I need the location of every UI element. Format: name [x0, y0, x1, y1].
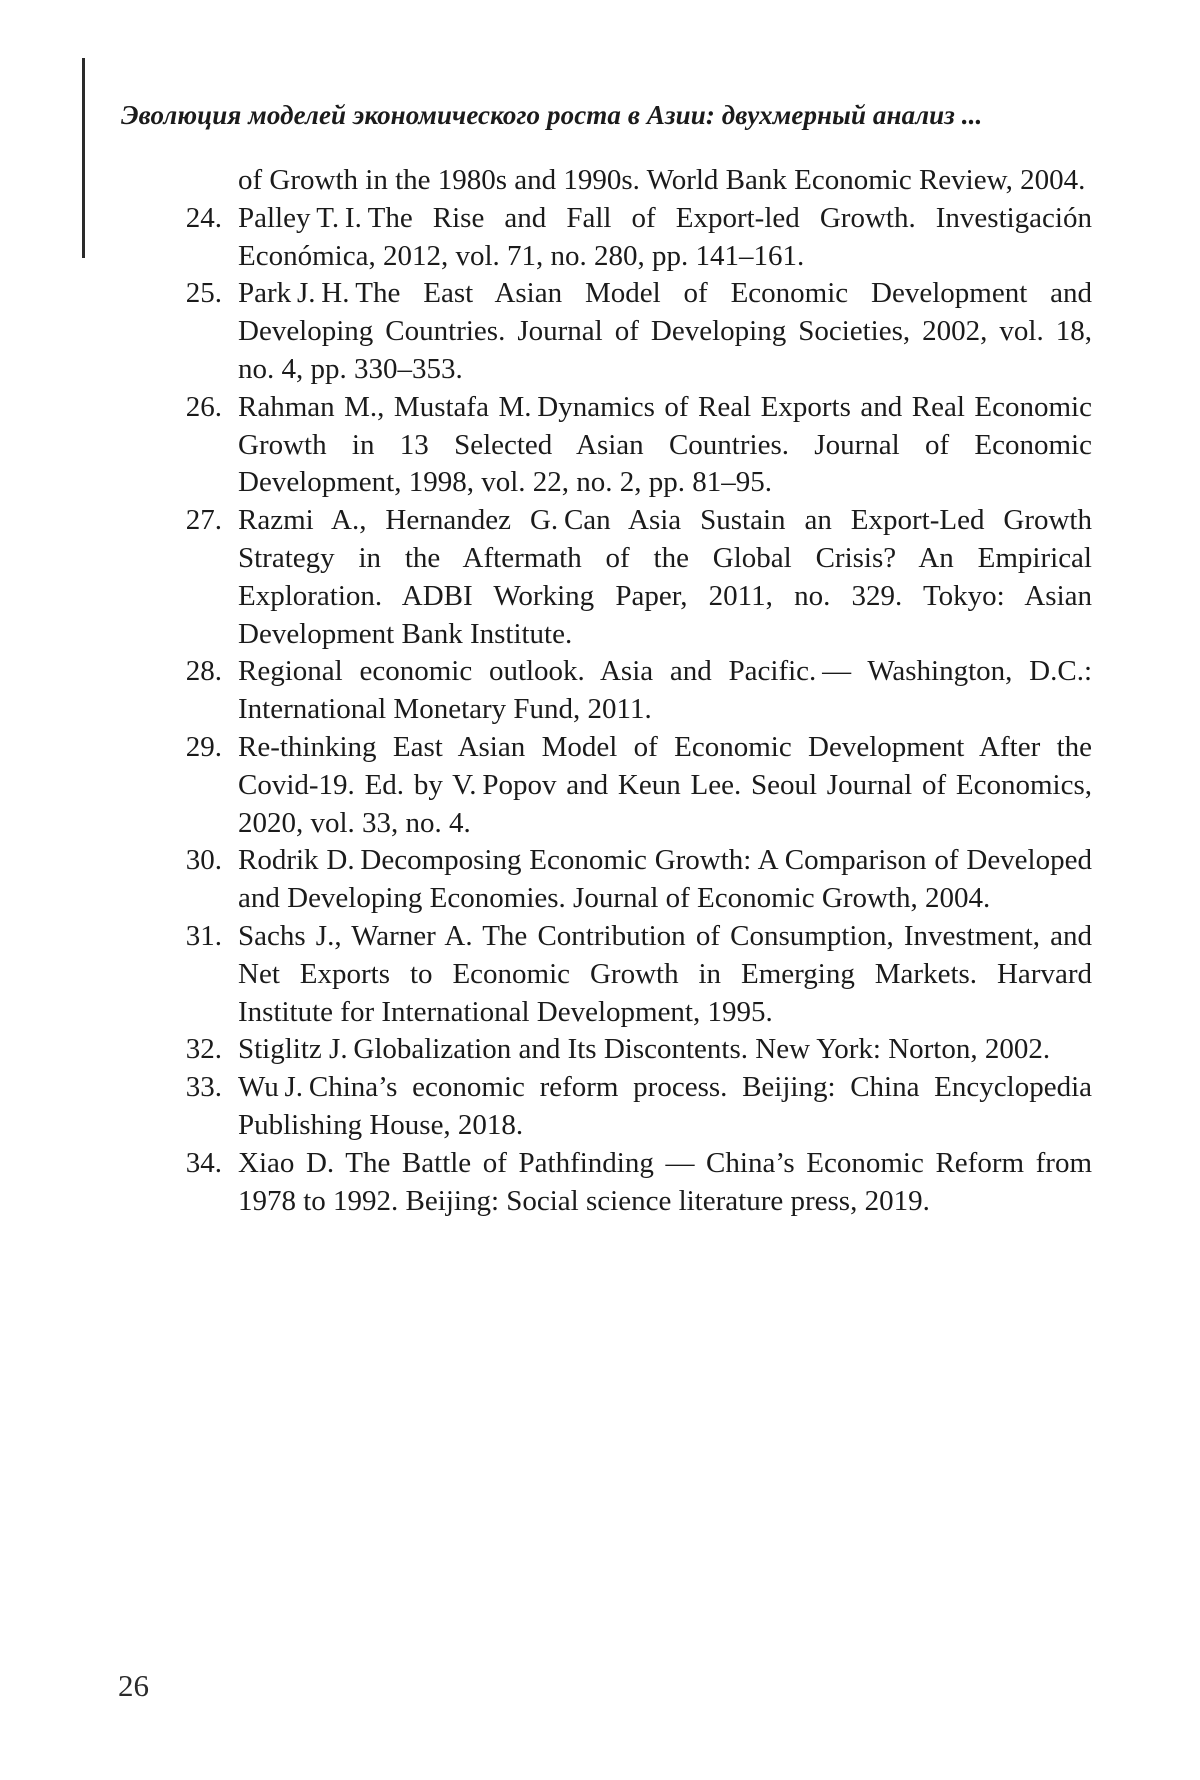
reference-number: 29.	[185, 730, 222, 763]
reference-number: 24.	[185, 201, 222, 234]
reference-number: 25.	[185, 277, 222, 310]
reference-text: Sachs J., Warner A. The Contribution of Consumption, Investment, and Net Exports to Economic Growth in Emerging Markets. Harvard Institute for International Development, 1995.	[238, 919, 1092, 1028]
reference-text: Xiao D. The Battle of Pathfinding — China’s Economic Reform from 1978 to 1992. Beijing: Social science literature press, 2019.	[238, 1146, 1092, 1217]
reference-text: Palley T. I. The Rise and Fall of Export-led Growth. Investigación Económica, 2012, vol. 71, no. 280, pp. 141–161.	[238, 201, 1092, 272]
reference-entry	[185, 502, 1092, 653]
reference-entry	[185, 1069, 1092, 1145]
reference-text: Wu J. China’s economic reform process. Beijing: China Encyclopedia Publishing House, 2018.	[238, 1071, 1092, 1141]
reference-text: Regional economic outlook. Asia and Pacific. — Washington, D.C.: International Monetary Fund, 2011.	[238, 655, 1092, 726]
reference-number: 28.	[185, 655, 222, 688]
reference-number: 31.	[185, 919, 222, 952]
reference-entry	[185, 1145, 1092, 1221]
page-number: 26	[118, 1668, 149, 1703]
reference-entry	[185, 729, 1092, 842]
reference-text: Rodrik D. Decomposing Economic Growth: A Comparison of Developed and Developing Economies. Journal of Economic Growth, 2004.	[238, 844, 1092, 915]
reference-number: 27.	[185, 504, 222, 537]
reference-entry	[185, 275, 1092, 388]
reference-text: Stiglitz J. Globalization and Its Discontents. New York: Norton, 2002.	[238, 1033, 1051, 1066]
reference-entry	[185, 918, 1092, 1031]
references-section	[185, 162, 1092, 1220]
reference-entry	[185, 1031, 1092, 1069]
reference-continuation: of Growth in the 1980s and 1990s. World Bank Economic Review, 2004.	[238, 164, 1086, 196]
reference-number: 34.	[185, 1146, 222, 1179]
references-list	[185, 200, 1092, 1221]
reference-number: 30.	[185, 844, 222, 877]
reference-number: 26.	[185, 390, 222, 423]
reference-text: Re-thinking East Asian Model of Economic Development After the Covid-19. Ed. by V. Popov and Keun Lee. Seoul Journal of Economics, 2020, vol. 33, no. 4.	[238, 730, 1092, 839]
reference-entry	[185, 389, 1092, 502]
reference-number: 32.	[185, 1033, 222, 1066]
reference-entry	[185, 653, 1092, 729]
reference-entry	[185, 200, 1092, 276]
reference-number: 33.	[185, 1071, 222, 1104]
reference-text: Razmi A., Hernandez G. Can Asia Sustain an Export-Led Growth Strategy in the Aftermath of the Global Crisis? An Empirical Exploration. ADBI Working Paper, 2011, no. 329. Tokyo: Asian Development Bank Institute.	[238, 504, 1092, 650]
reference-text: Rahman M., Mustafa M. Dynamics of Real Exports and Real Economic Growth in 13 Selected Asian Countries. Journal of Economic Development, 1998, vol. 22, no. 2, pp. 81–95.	[238, 390, 1092, 499]
margin-rule	[82, 58, 85, 258]
reference-text: Park J. H. The East Asian Model of Economic Development and Developing Countries. Journal of Developing Societies, 2002, vol. 18, no. 4, pp. 330–353.	[238, 277, 1092, 385]
running-header: Эволюция моделей экономического роста в Азии: двухмерный анализ ...	[121, 100, 983, 130]
reference-entry	[185, 842, 1092, 918]
